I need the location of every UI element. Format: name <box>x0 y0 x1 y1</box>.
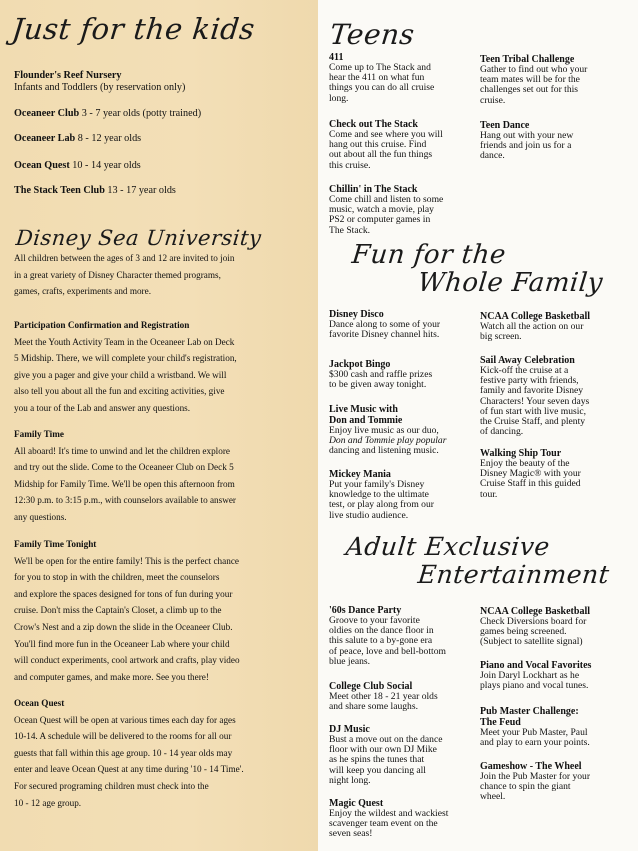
event-title: Don and Tommie <box>329 415 403 426</box>
adult-magic-quest: Magic Quest Enjoy the wildest and wackiest scavenger team event on the seven seas! <box>329 798 479 840</box>
section-heading: Ocean Quest <box>14 698 65 708</box>
event-title: Sail Away Celebration <box>480 355 575 366</box>
adult-title-line2: Entertainment <box>416 560 611 589</box>
adult-piano-vocal: Piano and Vocal Favorites Join Daryl Lockhart as he plays piano and vocal tunes. <box>480 660 636 691</box>
club-name: Ocean Quest <box>14 160 70 171</box>
adult-college-social: College Club Social Meet other 18 - 21 year olds and share some laughs. <box>329 681 479 712</box>
club-oceaneer-club <box>14 108 201 120</box>
club-desc: 10 - 14 year olds <box>72 160 141 171</box>
family-title-line1: Fun for the <box>350 240 508 270</box>
event-title: Walking Ship Tour <box>480 448 562 459</box>
event-title: Piano and Vocal Favorites <box>480 660 592 671</box>
section-family-time: Family Time All aboard! It's time to unwind and let the children explore and try out the slide. Come to the Oceaneer Club on Deck 5 Midship for Family Time. We'll be open this afternoon from 12:30 p.m. to 3:15 p.m., with counselors available to answer any questions. <box>14 426 316 526</box>
adult-ncaa-basketball: NCAA College Basketball Check Diversions board for games being screened. (Subject to satellite signal) <box>480 606 636 648</box>
kids-title: Just for the kids <box>10 12 257 46</box>
section-family-time-tonight: Family Time Tonight We'll be open for the entire family! This is the perfect chance for you to stop in with the children, meet the counselors and explore the spaces designed for tons of fun during your cruise. Don't miss the Captain's Closet, a climb up to the Crow's Nest and a zip down the slide in the Oceaneer Club. You'll find more fun in the Oceaneer Lab where your child will conduct experiments, cool artwork and crafts, play video and computer games, and make more. See you there! <box>14 536 316 685</box>
event-title: Magic Quest <box>329 798 384 809</box>
club-name: Flounder's Reef Nursery <box>14 70 122 81</box>
event-title: The Feud <box>480 717 521 728</box>
family-jackpot-bingo: Jackpot Bingo $300 cash and raffle prizes to be given away tonight. <box>329 359 479 390</box>
event-title: NCAA College Basketball <box>480 606 590 617</box>
club-oceaneer-lab <box>14 133 141 145</box>
event-title: Check out The Stack <box>329 119 418 130</box>
club-desc: Infants and Toddlers (by reservation only) <box>14 82 186 93</box>
teen-411: 411 Come up to The Stack and hear the 411 on what fun things you can do all cruise long. <box>329 52 477 104</box>
adult-title-line1: Adult Exclusive <box>344 532 552 561</box>
club-name: Oceaneer Lab <box>14 133 76 144</box>
event-title: Teen Dance <box>480 120 530 131</box>
adult-gameshow: Gameshow - The Wheel Join the Pub Master for your chance to spin the giant wheel. <box>480 761 636 803</box>
family-mickey-mania: Mickey Mania Put your family's Disney knowledge to the ultimate test, or play along from our live studio audience. <box>329 469 479 521</box>
club-desc: 13 - 17 year olds <box>107 185 176 196</box>
section-ocean-quest: Ocean Quest Ocean Quest will be open at various times each day for ages 10-14. A schedule will be delivered to the rooms for all our guests that fall within this age group. 10 - 14 year olds may enter and leave Ocean Quest at any time during '10 - 14 Time'. For secured programing children must check into the 10 - 12 age group. <box>14 695 316 811</box>
teen-dance: Teen Dance Hang out with your new friends and join us for a dance. <box>480 120 636 162</box>
adult-dj-music: DJ Music Bust a move out on the dance floor with our own DJ Mike as he spins the tunes that will keep you dancing all night long. <box>329 724 479 786</box>
club-name: The Stack Teen Club <box>14 185 105 196</box>
family-sail-away: Sail Away Celebration Kick-off the cruise at a festive party with friends, family and favorite Disney Characters! Your seven days of fun start with live music, the Cruise Staff, and plenty of dancing. <box>480 355 636 437</box>
adult-60s-dance: '60s Dance Party Groove to your favorite oldies on the dance floor in this salute to a by-gone era of peace, love and bell-bottom blue jeans. <box>329 605 479 667</box>
event-title: Chillin' in The Stack <box>329 184 418 195</box>
section-heading: Family Time Tonight <box>14 539 97 549</box>
teen-tribal-challenge: Teen Tribal Challenge Gather to find out who your team mates will be for the challenges set out for this cruise. <box>480 54 636 106</box>
club-ocean-quest <box>14 160 141 172</box>
club-desc: 3 - 7 year olds (potty trained) <box>81 108 202 119</box>
section-heading: Participation Confirmation and Registration <box>14 320 190 330</box>
teen-check-out-stack: Check out The Stack Come and see where you will hang out this cruise. Find out about all the fun things this cruise. <box>329 119 477 171</box>
club-stack <box>14 185 176 197</box>
university-title: Disney Sea University <box>14 226 263 250</box>
event-title: 411 <box>329 52 344 63</box>
event-title: NCAA College Basketball <box>480 311 590 322</box>
university-intro: All children between the ages of 3 and 12 are invited to join in a great variety of Disney Character themed programs, games, crafts, experiments and more. <box>14 253 235 297</box>
club-name: Oceaneer Club <box>14 108 80 119</box>
section-registration: Participation Confirmation and Registration Meet the Youth Activity Team in the Oceaneer Lab on Deck 5 Midship. There, we will complete your child's registration, give you a pager and give your child a wristband. We will also tell you about all the fun and exciting activities, give you a tour of the Lab and answer any questions. <box>14 317 316 417</box>
event-title: Disney Disco <box>329 309 384 320</box>
event-title: Teen Tribal Challenge <box>480 54 575 65</box>
family-disney-disco: Disney Disco Dance along to some of your favorite Disney channel hits. <box>329 309 479 340</box>
event-title: Pub Master Challenge: <box>480 706 579 717</box>
teens-title: Teens <box>328 18 417 51</box>
adult-pub-master: Pub Master Challenge: The Feud Meet your Pub Master, Paul and play to earn your points. <box>480 706 636 748</box>
family-ncaa-basketball: NCAA College Basketball Watch all the action on our big screen. <box>480 311 636 342</box>
club-desc: 8 - 12 year olds <box>77 133 142 144</box>
section-heading: Family Time <box>14 429 64 439</box>
family-title-line2: Whole Family <box>416 268 605 298</box>
family-walking-tour: Walking Ship Tour Enjoy the beauty of the Disney Magic® with your Cruise Staff in this guided tour. <box>480 448 636 500</box>
event-title: Mickey Mania <box>329 469 391 480</box>
event-title: Jackpot Bingo <box>329 359 391 370</box>
event-title: College Club Social <box>329 681 413 692</box>
event-title: Live Music with <box>329 404 398 415</box>
club-flounders <box>14 70 314 94</box>
family-live-music: Live Music with Don and Tommie Enjoy live music as our duo, Don and Tommie play popular dancing and listening music. <box>329 404 479 457</box>
event-title: DJ Music <box>329 724 370 735</box>
teen-chillin: Chillin' in The Stack Come chill and listen to some music, watch a movie, play PS2 or computer games in The Stack. <box>329 184 477 236</box>
event-title: Gameshow - The Wheel <box>480 761 582 772</box>
event-title: '60s Dance Party <box>329 605 402 616</box>
